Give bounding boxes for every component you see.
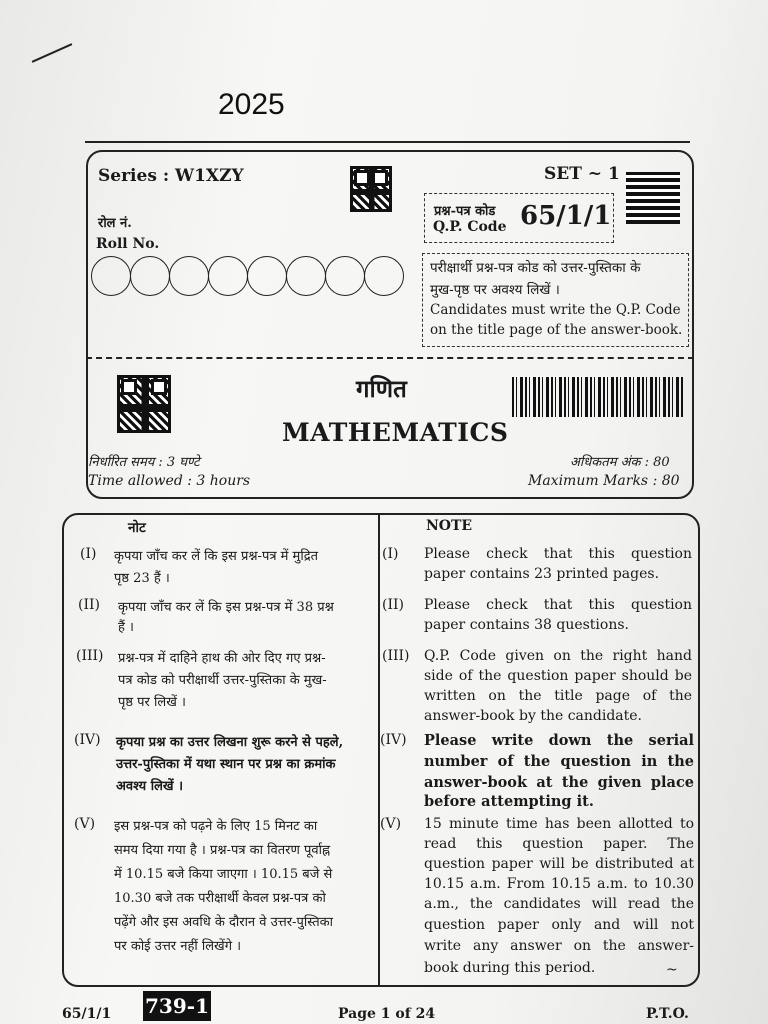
subject-title-hi: गणित [356, 374, 407, 403]
note-item-number-hi: (I) [80, 546, 97, 562]
note-item-number-hi: (IV) [74, 732, 101, 748]
note-item-hi-line: कृपया जाँच कर लें कि इस प्रश्न-पत्र में 38 प्रश्न [118, 600, 334, 615]
max-marks-hi: अधिकतम अंक : 80 [570, 455, 670, 470]
note-item-en-line: a.m., the candidates will read the [424, 896, 694, 912]
note-item-hi-line: प्रश्न-पत्र में दाहिने हाथ की ओर दिए गए प्रश्न- [118, 651, 326, 666]
roll-digit-box[interactable] [91, 256, 131, 296]
note-item-en-line: paper contains 38 questions. [424, 617, 629, 633]
note-item-en-line: 10.15 a.m. From 10.15 a.m. to 10.30 [424, 876, 694, 892]
footer-page-number: Page 1 of 24 [338, 1006, 436, 1022]
roll-label-hi: रोल नं. [98, 216, 132, 231]
footer-pto: P.T.O. [646, 1006, 689, 1022]
note-item-en-line: answer-book at the given place [424, 774, 694, 791]
instruction-en-line: on the title page of the answer-book. [430, 322, 683, 338]
footer-badge: 739-1 [143, 991, 211, 1021]
note-item-hi-line: 10.30 बजे तक परीक्षार्थी केवल प्रश्न-पत्र को [114, 891, 326, 906]
note-item-en-line: Please check that this question [424, 597, 692, 613]
note-item-hi-line: पृष्ठ 23 हैं । [114, 571, 170, 586]
note-item-hi-line: पढ़ेंगे और इस अवधि के दौरान वे उत्तर-पुस्तिका [114, 915, 334, 930]
note-item-en-line: write any answer on the answer- [424, 938, 694, 954]
note-item-en-line: answer-book by the candidate. [424, 708, 643, 724]
note-item-en-line: question paper only and will not [424, 917, 694, 933]
note-item-number-hi: (III) [76, 648, 104, 664]
subject-title-en: MATHEMATICS [282, 418, 509, 447]
subject-qr-code-icon [117, 375, 171, 433]
note-item-en-line: paper contains 23 printed pages. [424, 566, 660, 582]
roll-digit-box[interactable] [169, 256, 209, 296]
year-label: 2025 [218, 88, 285, 121]
time-allowed-en: Time allowed : 3 hours [88, 473, 251, 489]
set-qr-code-icon [626, 172, 680, 224]
footer-qp-code: 65/1/1 [62, 1006, 112, 1022]
series-label: Series : W1XZY [98, 166, 244, 186]
note-item-hi-line: पृष्ठ पर लिखें । [118, 695, 186, 710]
top-rule [85, 141, 690, 143]
roll-label-en: Roll No. [96, 236, 160, 252]
roll-digit-box[interactable] [208, 256, 248, 296]
roll-digit-box[interactable] [130, 256, 170, 296]
note-item-number-en: (V) [380, 816, 402, 832]
note-item-number-en: (III) [382, 648, 410, 664]
note-item-number-hi: (V) [74, 816, 96, 832]
roll-digit-box[interactable] [286, 256, 326, 296]
tilde-mark: ~ [666, 962, 678, 978]
note-item-en-line: side of the question paper should be [424, 668, 692, 684]
note-item-number-en: (II) [382, 597, 404, 613]
note-item-en-line: written on the title page of the [424, 688, 692, 704]
note-item-en-line: book during this period. [424, 960, 596, 976]
roll-digit-box[interactable] [247, 256, 287, 296]
note-item-hi-line: अवश्य लिखें । [116, 779, 184, 794]
note-item-en-line: Please write down the serial [424, 732, 694, 749]
qp-code-label-hi: प्रश्न-पत्र कोड [434, 204, 496, 219]
note-heading-en: NOTE [426, 518, 473, 534]
note-item-hi-line: उत्तर-पुस्तिका में यथा स्थान पर प्रश्न का क्रमांक [116, 757, 336, 772]
roll-number-boxes [91, 256, 403, 296]
roll-digit-box[interactable] [325, 256, 365, 296]
time-allowed-hi: निर्धारित समय : 3 घण्टे [88, 455, 200, 470]
set-label: SET ~ 1 [544, 164, 620, 184]
note-item-hi-line: पर कोई उत्तर नहीं लिखेंगे । [114, 939, 242, 954]
note-item-en-line: read this question paper. The [424, 836, 694, 852]
instruction-hi-line: परीक्षार्थी प्रश्न-पत्र कोड को उत्तर-पुस्तिका के [430, 260, 641, 276]
note-item-en-line: question paper will be distributed at [424, 856, 694, 872]
note-item-hi-line: हैं । [118, 620, 134, 635]
note-item-hi-line: समय दिया गया है । प्रश्न-पत्र का वितरण पूर्वाह्न [114, 843, 331, 858]
instruction-hi-line: मुख-पृष्ठ पर अवश्य लिखें । [430, 282, 560, 298]
qp-code-value: 65/1/1 [520, 201, 612, 231]
qr-code-icon [350, 166, 392, 212]
note-item-en-line: Q.P. Code given on the right hand [424, 648, 692, 664]
note-item-number-hi: (II) [78, 597, 100, 613]
barcode-icon [512, 377, 684, 417]
roll-digit-box[interactable] [364, 256, 404, 296]
note-item-hi-line: इस प्रश्न-पत्र को पढ़ने के लिए 15 मिनट का [114, 819, 318, 834]
note-heading-hi: नोट [128, 520, 146, 536]
note-item-en-line: number of the question in the [424, 753, 694, 770]
note-item-hi-line: कृपया जाँच कर लें कि इस प्रश्न-पत्र में मुद्रित [114, 549, 319, 564]
note-item-number-en: (IV) [380, 732, 407, 748]
note-item-hi-line: पत्र कोड को परीक्षार्थी उत्तर-पुस्तिका के मुख- [118, 673, 327, 688]
max-marks-en: Maximum Marks : 80 [528, 473, 680, 489]
note-item-en-line: 15 minute time has been allotted to [424, 816, 694, 832]
note-item-en-line: Please check that this question [424, 546, 692, 562]
column-divider [378, 515, 380, 985]
instruction-en-line: Candidates must write the Q.P. Code [430, 302, 681, 318]
note-item-en-line: before attempting it. [424, 793, 594, 810]
qp-code-label-en: Q.P. Code [433, 219, 507, 235]
header-divider [86, 357, 694, 359]
note-item-hi-line: में 10.15 बजे किया जाएगा । 10.15 बजे से [114, 867, 333, 882]
note-item-number-en: (I) [382, 546, 399, 562]
note-item-hi-line: कृपया प्रश्न का उत्तर लिखना शुरू करने से पहले, [116, 735, 344, 750]
